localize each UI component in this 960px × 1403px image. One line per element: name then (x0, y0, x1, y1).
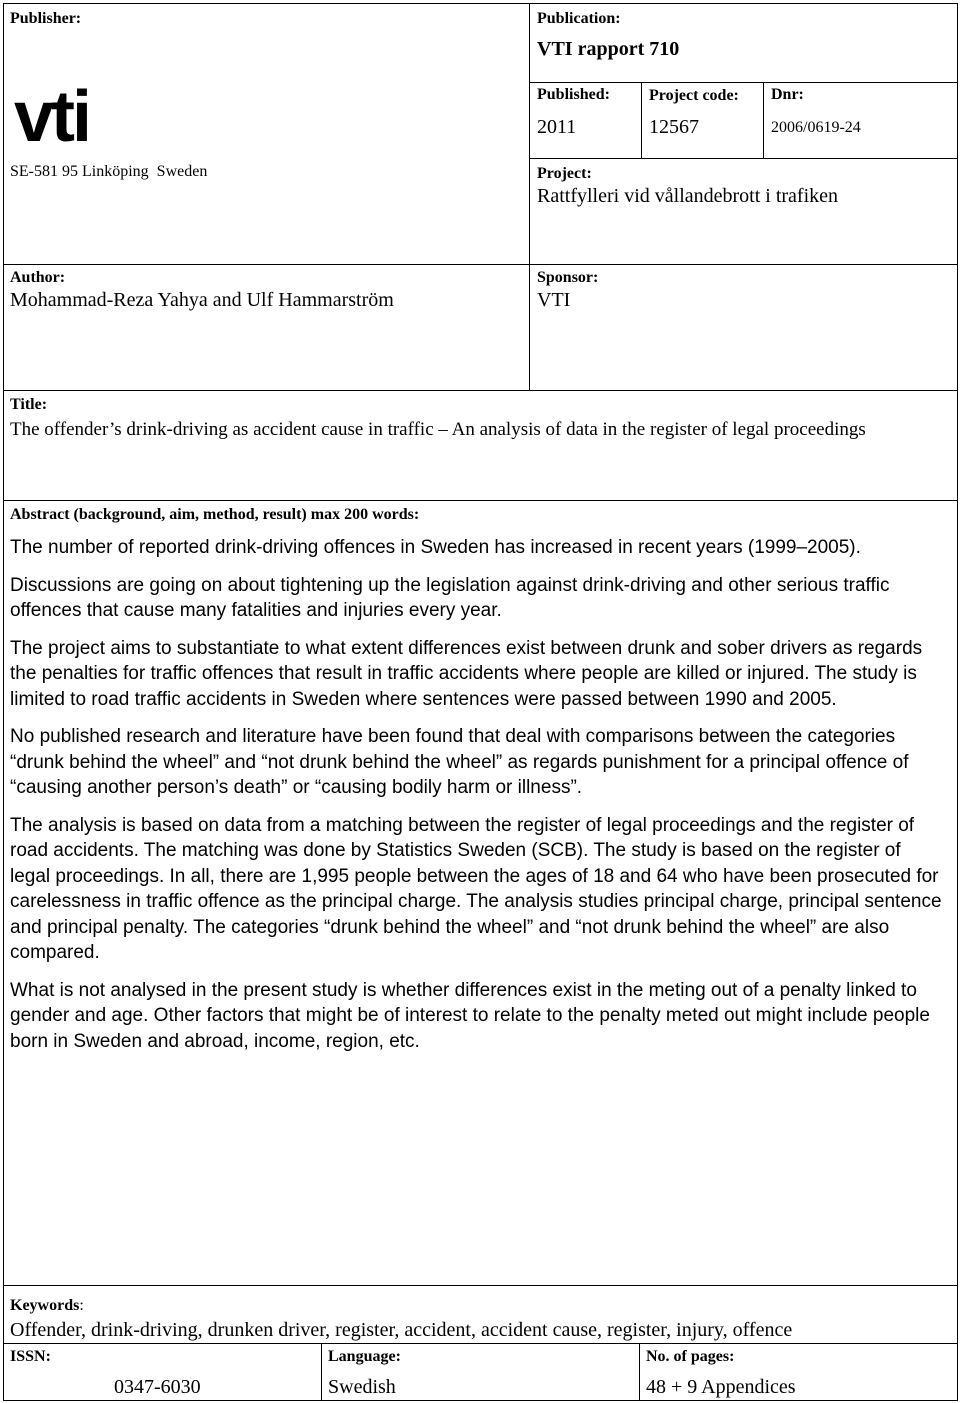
language-box (321, 1343, 640, 1401)
project-code-label: Project code: (649, 87, 739, 104)
keywords-label (10, 1297, 84, 1315)
sponsor-box (529, 264, 958, 391)
publication-value: VTI rapport 710 (537, 38, 680, 60)
published-value: 2011 (537, 116, 577, 138)
issn-box (3, 1343, 322, 1401)
project-code-value: 12567 (649, 116, 699, 138)
pages-value: 48 + 9 Appendices (646, 1376, 796, 1398)
author-label: Author: (10, 269, 66, 286)
publication-label: Publication: (537, 10, 621, 27)
abstract-label: Abstract (background, aim, method, result) max 200 words: (10, 506, 420, 523)
title-value: The offender’s drink-driving as accident cause in traffic – An analysis of data in the register of legal proceedings (10, 419, 866, 440)
publisher-label: Publisher: (10, 10, 82, 27)
issn-value: 0347-6030 (114, 1376, 201, 1398)
keywords-value: Offender, drink-driving, drunken driver, register, accident, accident cause, register, injury, offence (10, 1319, 793, 1341)
pages-label: No. of pages: (646, 1348, 735, 1365)
abstract-paragraph: The analysis is based on data from a matching between the register of legal proceedings and the register of road accidents. The matching was done by Statistics Sweden (SCB). The study is based on the register of legal proceedings. In all, there are 1,995 people between the ages of 18 and 64 who have been prosecuted for carelessness in traffic offence as the principal charge. The analysis studies principal charge, principal sentence and principal penalty. The categories “drunk behind the wheel” and “not drunk behind the wheel” are also compared. (10, 814, 942, 963)
keywords-label-text: Keywords (10, 1297, 80, 1314)
abstract-paragraph: The project aims to substantiate to what extent differences exist between drunk and sober drivers as regards the penalties for traffic offences that result in traffic accidents where people are killed or injured. The study is limited to road traffic accidents in Sweden where sentences were passed between 1990 and 2005. (10, 637, 923, 710)
abstract-paragraph: No published research and literature have been found that deal with comparisons between the categories “drunk behind the wheel” and “not drunk behind the wheel” as regards punishment for a principal offence of “causing another person’s death” or “causing bodily harm or illness”. (10, 726, 909, 798)
project-value: Rattfylleri vid vållandebrott i trafiken (537, 185, 839, 207)
publisher-address: SE-581 95 Linköping Sweden (10, 163, 208, 180)
published-label: Published: (537, 86, 610, 103)
project-box (529, 158, 958, 265)
project-code-box (641, 82, 764, 159)
sponsor-value: VTI (537, 289, 571, 311)
abstract-paragraph: The number of reported drink-driving offences in Sweden has increased in recent years (1999–2005). (10, 537, 861, 558)
keywords-label-colon: : (79, 1297, 84, 1314)
pages-box (639, 1343, 958, 1401)
abstract-box (3, 500, 958, 1286)
title-box (3, 390, 958, 501)
dnr-value: 2006/0619-24 (771, 119, 861, 136)
abstract-body (10, 535, 945, 1066)
sponsor-label: Sponsor: (537, 269, 599, 286)
vti-logo (14, 86, 104, 148)
project-label: Project: (537, 165, 592, 182)
author-box (3, 264, 530, 391)
abstract-paragraph: What is not analysed in the present study is whether differences exist in the meting out of a penalty linked to gender and age. Other factors that might be of interest to relate to the penalty meted out might include people born in Sweden and abroad, income, region, etc. (10, 979, 930, 1052)
issn-label: ISSN: (10, 1348, 51, 1365)
dnr-label: Dnr: (771, 86, 804, 103)
published-box (529, 82, 642, 159)
keywords-box (3, 1285, 958, 1344)
publisher-box (3, 3, 530, 265)
language-value: Swedish (328, 1376, 396, 1398)
language-label: Language: (328, 1348, 401, 1365)
title-label: Title: (10, 396, 48, 413)
author-value: Mohammad-Reza Yahya and Ulf Hammarström (10, 289, 394, 311)
abstract-paragraph: Discussions are going on about tightening up the legislation against drink-driving and other serious traffic offences that cause many fatalities and injuries every year. (10, 574, 890, 621)
vti-logo-text: vti (14, 86, 90, 148)
publication-box (529, 3, 958, 83)
dnr-box (763, 82, 958, 159)
